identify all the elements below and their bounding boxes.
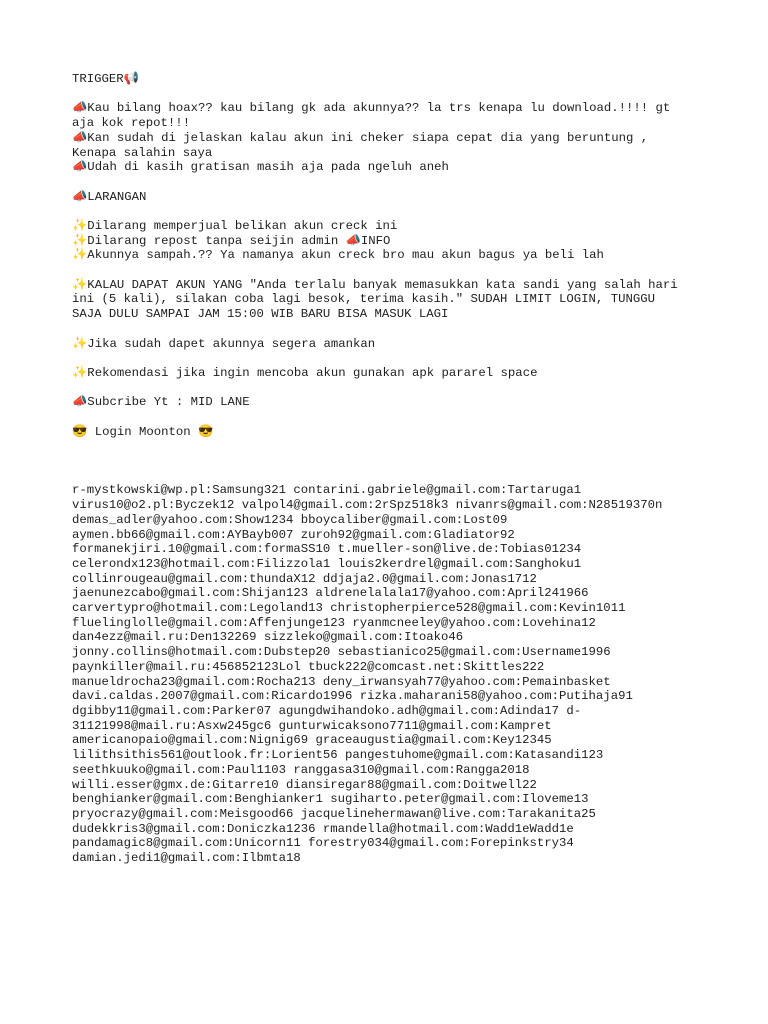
credential-line: seethkuuko@gmail.com:Paul1103 ranggasa310@gmail.com:Rangga2018: [72, 762, 530, 777]
credential-line: 31121998@mail.ru:Asxw245gc6 gunturwicaksono7711@gmail.com:Kampret: [72, 718, 552, 733]
credential-line: dudekkris3@gmail.com:Doniczka1236 rmandella@hotmail.com:Wadd1eWadd1e: [72, 821, 574, 836]
credential-line: lilithsithis561@outlook.fr:Lorient56 pangestuhome@gmail.com:Katasandi123: [72, 748, 604, 763]
larangan-item: ✨Dilarang memperjual belikan akun creck ini: [72, 218, 398, 233]
credential-line: fluelinglolle@gmail.com:Affenjunge123 ryanmcneeley@yahoo.com:Lovehina12: [72, 615, 596, 630]
credential-line: jaenunezcabo@gmail.com:Shijan123 aldrenelalala17@yahoo.com:April241966: [72, 586, 589, 601]
larangan-list: [72, 219, 712, 263]
amankan-block: [72, 337, 712, 352]
credential-line: celerondx123@hotmail.com:Filizzola1 louis2kerdrel@gmail.com:Sanghoku1: [72, 556, 582, 571]
credential-line: manueldrocha23@gmail.com:Rocha213 deny_irwansyah77@yahoo.com:Pemainbasket: [72, 674, 611, 689]
login-block: [72, 425, 712, 440]
credential-line: willi.esser@gmx.de:Gitarre10 diansiregar88@gmail.com:Doitwell22: [72, 777, 537, 792]
credential-line: davi.caldas.2007@gmail.com:Ricardo1996 rizka.maharani58@yahoo.com:Putihaja91: [72, 689, 633, 704]
amankan-note: ✨Jika sudah dapet akunnya segera amankan: [72, 336, 376, 351]
larangan-item: ✨Dilarang repost tanpa seijin admin 📣INFO: [72, 233, 391, 248]
document-page: [72, 72, 712, 866]
credential-line: formanekjiri.10@gmail.com:formaSS10 t.mueller-son@live.de:Tobias01234: [72, 542, 582, 557]
intro-line: aja kok repot!!!: [72, 116, 191, 131]
credential-line: dan4ezz@mail.ru:Den132269 sizzleko@gmail.com:Itoako46: [72, 630, 464, 645]
rekomendasi-block: [72, 366, 712, 381]
limit-info-line: ini (5 kali), silakan coba lagi besok, terima kasih." SUDAH LIMIT LOGIN, TUNGGU: [72, 292, 655, 307]
credential-line: damian.jedi1@gmail.com:Ilbmta18: [72, 851, 301, 866]
credential-line: dgibby11@gmail.com:Parker07 agungdwihandoko.adh@gmail.com:Adinda17 d-: [72, 704, 582, 718]
login-heading: 😎 Login Moonton 😎: [72, 424, 214, 439]
credential-line: americanopaio@gmail.com:Nignig69 graceaugustia@gmail.com:Key12345: [72, 733, 552, 748]
subscribe-note: 📣Subcribe Yt : MID LANE: [72, 395, 250, 410]
intro-paragraph: [72, 101, 712, 175]
larangan-item: ✨Akunnya sampah.?? Ya namanya akun creck bro mau akun bagus ya beli lah: [72, 248, 604, 263]
rekomendasi-note: ✨Rekomendasi jika ingin mencoba akun gunakan apk pararel space: [72, 365, 538, 380]
credential-line: jonny.collins@hotmail.com:Dubstep20 sebastianico25@gmail.com:Username1996: [72, 645, 611, 660]
intro-line: Kenapa salahin saya: [72, 145, 213, 160]
credential-line: aymen.bb66@gmail.com:AYBayb007 zuroh92@gmail.com:Gladiator92: [72, 527, 515, 542]
subscribe-block: [72, 395, 712, 410]
credential-line: paynkiller@mail.ru:456852123Lol tbuck222@comcast.net:Skittles222: [72, 659, 545, 674]
credential-line: carvertypro@hotmail.com:Legoland13 christopherpierce528@gmail.com:Kevin1011: [72, 601, 626, 616]
larangan-heading: 📣LARANGAN: [72, 189, 147, 204]
intro-line: 📣Udah di kasih gratisan masih aja pada ngeluh aneh: [72, 160, 449, 175]
document-title: TRIGGER📢: [72, 72, 139, 86]
intro-line: 📣Kan sudah di jelaskan kalau akun ini cheker siapa cepat dia yang beruntung ,: [72, 130, 649, 145]
document-title-block: [72, 72, 712, 87]
spacer: [72, 439, 712, 483]
credential-line: virus10@o2.pl:Byczek12 valpol4@gmail.com:2rSpz518k3 nivanrs@gmail.com:N28519370n: [72, 498, 663, 513]
intro-line: 📣Kau bilang hoax?? kau bilang gk ada akunnya?? la trs kenapa lu download.!!!! gt: [72, 101, 671, 116]
credential-line: benghianker@gmail.com:Benghianker1 sugiharto.peter@gmail.com:Iloveme13: [72, 792, 589, 807]
limit-info-paragraph: [72, 278, 712, 322]
credentials-list: [72, 483, 712, 865]
credential-line: collinrougeau@gmail.com:thundaX12 ddjaja2.0@gmail.com:Jonas1712: [72, 571, 537, 586]
credential-line: demas_adler@yahoo.com:Show1234 bboycaliber@gmail.com:Lost09: [72, 512, 508, 527]
credential-line: r-mystkowski@wp.pl:Samsung321 contarini.gabriele@gmail.com:Tartaruga1: [72, 483, 582, 498]
limit-info-line: ✨KALAU DAPAT AKUN YANG "Anda terlalu banyak memasukkan kata sandi yang salah hari: [72, 277, 678, 292]
limit-info-line: SAJA DULU SAMPAI JAM 15:00 WIB BARU BISA MASUK LAGI: [72, 307, 449, 322]
credential-line: pryocrazy@gmail.com:Meisgood66 jacquelinehermawan@live.com:Tarakanita25: [72, 806, 596, 821]
credential-line: pandamagic8@gmail.com:Unicorn11 forestry034@gmail.com:Forepinkstry34: [72, 836, 574, 851]
larangan-heading-block: [72, 190, 712, 205]
